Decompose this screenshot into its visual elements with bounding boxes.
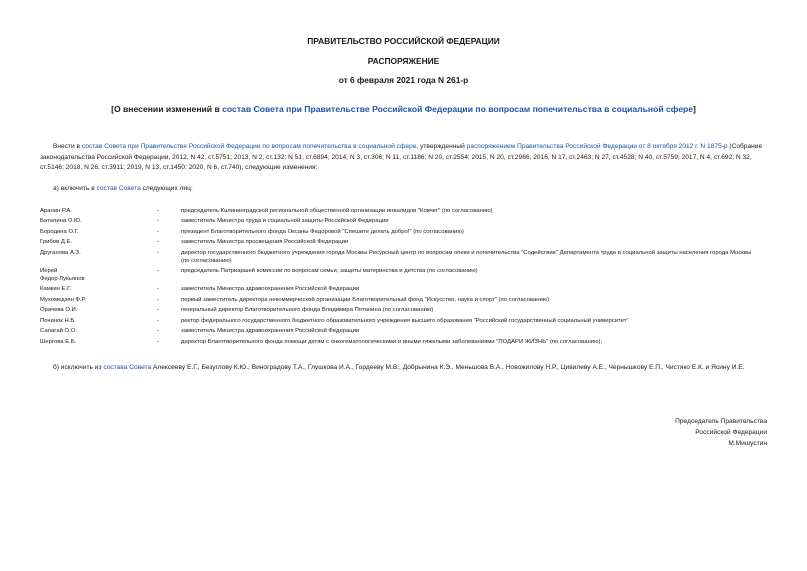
item-b-text-2: Алексееву Е.Г., Безуглову К.Ю., Виноградову Т.А., Глушкова И.А., Гордееву М.В., Добрынина К.Э., Меньшова В.А., Новожилову Н.Р., Цивилеву А.Е., Чернышкову Е.П., Чистяко Е.К. и Ясину И.Е. [151, 364, 745, 371]
member-role-cell [181, 250, 766, 268]
member-role: заместитель Министра здравоохранения Российской Федерации [181, 286, 360, 293]
member-dash: - [157, 338, 159, 345]
order-1875-link[interactable]: распоряжением Правительства Российской Федерации от 8 октября 2012 г. N 1875-р [466, 143, 728, 150]
member-dash: - [157, 286, 159, 293]
member-name: Иерей [40, 268, 58, 275]
member-role: председатель Калининградской региональной общественной организации инвалидов "Ковчег" (по согласованию) [181, 208, 493, 214]
table-row [40, 268, 766, 286]
member-role: заместитель Министра просвещения Российской Федерации [181, 239, 349, 246]
council-link-b[interactable]: состава Совета [103, 364, 152, 371]
signature-title: Председатель Правительства [675, 418, 767, 425]
org-name: ПРАВИТЕЛЬСТВО РОССИЙСКОЙ ФЕДЕРАЦИИ [307, 36, 500, 46]
table-row [40, 339, 766, 349]
intro-text-3: (Собрание законодательства Российской Федерации, 2012, N 42, ст.5751; 2013, N 2, ст.132; N 51, ст.6894; 2014, N 3, ст.306; N 11, ст.1186; N 20, ст.2554; 2015, N 20, ст.2966; 2016, N 17, ст.2463; N 27, ст.4528; N 40, ст.5759; 2017, N 4, ст.692; N 32, ст.5146; 2018, N 26, ст.3911; 2019, N 13, ст.1450; 2020, N 6, ст.740), следующие изменения: [40, 143, 763, 171]
signature-block [567, 416, 767, 449]
member-dash: - [157, 208, 159, 214]
member-name-line2: Федор Лукьянов [40, 275, 85, 282]
member-role: первый заместитель директора некоммерческой организации Благотворительный фонд "Искусство, наука и спорт" (по согласованию) [181, 296, 550, 303]
member-name: Бородина О.Г. [40, 228, 79, 235]
signature-org: Российской Федерации [695, 429, 767, 436]
council-composition-link[interactable]: состав Совета при Правительстве Российской Федерации по вопросам попечительства в социальной сфере [81, 143, 417, 150]
member-name: Шергова Е.Б. [40, 338, 77, 345]
item-b-text-1: б) исключить из [53, 364, 104, 371]
member-dash: - [157, 317, 159, 324]
council-link[interactable]: состав Совета при Правительстве Российской Федерации по вопросам попечительства в социальной сфере [222, 104, 694, 114]
doc-type: РАСПОРЯЖЕНИЕ [367, 56, 440, 66]
member-role: заместитель Министра здравоохранения Российской Федерации [181, 328, 360, 335]
item-a-text-1: а) включить в [53, 185, 97, 192]
member-dash: - [157, 249, 159, 256]
title-close: ] [693, 104, 696, 114]
member-dash: - [157, 307, 159, 314]
member-dash: - [157, 268, 159, 275]
member-name: Друганова А.З. [40, 249, 81, 256]
member-role: генеральный директор Благотворительного фонда Владимира Потанина (по согласованию) [181, 307, 434, 314]
council-link-a[interactable]: состав Совета [96, 185, 141, 192]
item-a-text-2: следующих лиц: [140, 185, 193, 192]
table-row [40, 297, 766, 307]
member-name: Баталина О.Ю. [40, 218, 82, 225]
member-name: Камкин Е.Г. [40, 286, 72, 293]
member-dash: - [157, 218, 159, 225]
table-row [40, 208, 766, 218]
member-role: директор Благотворительного фонда помощи детям с онкогематологическими и иными тяжелыми заболеваниями "ПОДАРИ ЖИЗНЬ" (по согласованию); [181, 338, 603, 345]
table-row [40, 229, 766, 239]
member-name: Починок Н.Б. [40, 317, 76, 324]
member-role-note: (по согласованию) [181, 257, 232, 264]
item-a [40, 184, 770, 195]
title-open: [О внесении изменений в [111, 104, 223, 114]
member-dash: - [157, 239, 159, 246]
table-row [40, 250, 766, 268]
table-row [40, 239, 766, 249]
member-name: Салагай О.О. [40, 328, 77, 335]
table-row [40, 307, 766, 317]
member-dash: - [157, 228, 159, 235]
member-role: заместитель Министра труда и социальной защиты Российской Федерации [181, 218, 389, 225]
member-name: Орачева О.И. [40, 307, 78, 314]
signature-name: М.Мишустин [728, 440, 767, 447]
member-dash: - [157, 296, 159, 303]
table-row [40, 318, 766, 328]
table-row [40, 286, 766, 296]
member-role: директор государственного бюджетного учреждения города Москвы Ресурсный центр по вопросам опеки и попечительства "Содействие" Департамента труда и социальной защиты населения города Москвы [181, 249, 752, 256]
member-name: Грибов Д.Е. [40, 239, 73, 246]
date-number: от 6 февраля 2021 года N 261-р [338, 75, 469, 85]
member-dash: - [157, 328, 159, 335]
member-name: Мухомедзян Ф.Р. [40, 296, 87, 303]
intro-text-2: , утвержденный [416, 143, 467, 150]
member-name: Аранин Р.А. [40, 208, 72, 214]
member-role: председатель Патриаршей комиссии по вопросам семьи, защиты материнства и детства (по согласованию) [181, 268, 478, 275]
table-row [40, 328, 766, 338]
item-b [40, 363, 770, 374]
member-name-cell [40, 268, 157, 286]
document-title [40, 104, 767, 114]
member-role: президент Благотворительного фонда Оксаны Федоровой "Спешите делать добро!" (по согласованию) [181, 228, 464, 235]
table-row [40, 218, 766, 228]
member-role: ректор федерального государственного бюджетного образовательного учреждения высшего образования "Российский государственный социальный университет" [181, 317, 629, 324]
intro-paragraph [40, 142, 770, 174]
intro-text-1: Внести в [53, 143, 82, 150]
members-table [40, 208, 766, 349]
